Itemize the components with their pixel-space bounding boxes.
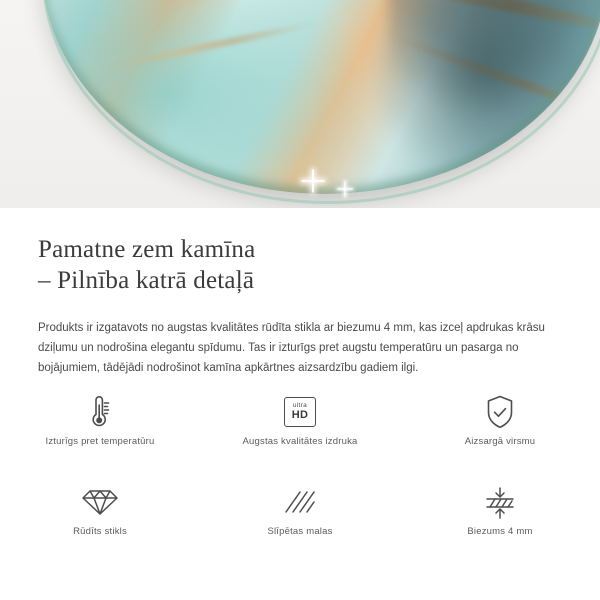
feature-item-print-quality (200, 390, 400, 468)
feature-label: Rūdīts stikls (73, 526, 127, 537)
diamond-icon (81, 480, 119, 524)
feature-item-thickness (400, 480, 600, 558)
hero-image (0, 0, 600, 208)
feature-item-polished-edges (200, 480, 400, 558)
feature-item-tempered-glass (0, 480, 200, 558)
feature-item-temperature (0, 390, 200, 468)
feature-label: Izturīgs pret temperatūru (45, 436, 155, 447)
ultra-hd-top-text: ultra (292, 402, 308, 410)
feature-label: Augstas kvalitātes izdruka (242, 436, 358, 447)
feature-label: Biezums 4 mm (467, 526, 533, 537)
feature-grid (0, 390, 600, 558)
feature-label: Aizsargā virsmu (464, 436, 536, 447)
headline-line-2: – Pilnība katrā detaļā (38, 267, 255, 294)
feature-item-surface-protection (400, 390, 600, 468)
thickness-icon (482, 480, 518, 524)
page-title (38, 234, 600, 296)
feature-label: Slīpētas malas (267, 526, 333, 537)
description-paragraph: Produkts ir izgatavots no augstas kvalitātes rūdīta stikla ar biezumu 4 mm, kas izceļ apdrukas krāsu dziļumu un nodrošina elegantu spīdumu. Tas ir izturīgs pret augstu temperatūru un pasarga no bojājumiem, tādējādi nodrošinot kamīna apkārtnes aizsardzību gadiem ilgi. (38, 322, 545, 374)
headline-line-1: Pamatne zem kamīna (38, 236, 256, 263)
thermometer-icon (83, 390, 117, 434)
ultra-hd-bottom-text: HD (291, 408, 309, 421)
shield-check-icon (483, 390, 517, 434)
polished-edges-icon (282, 480, 318, 524)
ultra-hd-icon (284, 390, 316, 434)
text-block (0, 208, 600, 378)
